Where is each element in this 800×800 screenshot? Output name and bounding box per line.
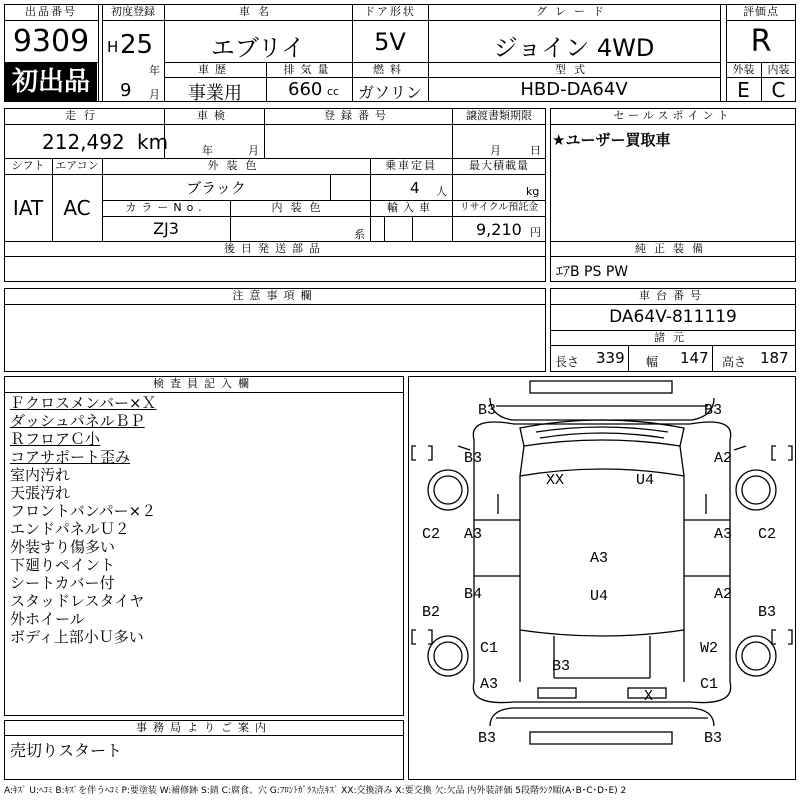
damage-mark: B3 [478, 402, 497, 419]
legend: A:ｷｽﾞ U:ﾍｺﾐ B:ｷｽﾞを伴うﾍｺﾐ P:要塗装 W:補修跡 S:錆 C:腐食、穴 G:ﾌﾛﾝﾄｶﾞﾗｽ点ｷｽﾞ XX:交換済み X:要交換 欠:欠品 内外装評価 5段階ﾗﾝｸ順(A･B･C･D･E) 2 [4, 786, 627, 796]
damage-mark: A3 [464, 526, 483, 543]
damage-mark: B3 [704, 402, 723, 419]
chassis-number: DA64V-811119 [609, 307, 737, 327]
exterior-rating: E [737, 78, 750, 102]
damage-mark: B2 [422, 604, 441, 621]
inspector-note-line: スタッドレスタイヤ [10, 592, 145, 610]
car-diagram [408, 376, 796, 780]
transfer-month-unit: 月 [490, 144, 501, 157]
damage-mark: W2 [700, 640, 719, 657]
interior-rating-header: 内装 [767, 63, 790, 76]
history-header: 車歴 [198, 63, 232, 76]
grade-header: グレード [536, 5, 612, 18]
capacity: 4 [410, 179, 420, 197]
length-value: 339 [596, 349, 625, 367]
interior-color-unit: 系 [354, 228, 365, 241]
registration-month-unit: 月 [149, 88, 160, 101]
inspector-note-line: ダッシュパネルＢＰ [10, 412, 145, 430]
damage-mark: U4 [636, 472, 655, 489]
length-label: 長さ [555, 355, 580, 369]
registration-era: H [107, 38, 119, 56]
damage-mark: XX [546, 472, 565, 489]
exterior-rating-header: 外装 [732, 63, 755, 76]
height-value: 187 [760, 349, 789, 367]
transfer-day-unit: 日 [530, 144, 541, 157]
shift-header: シフト [11, 159, 45, 172]
damage-mark: C2 [422, 526, 441, 543]
registration-year: 25 [120, 30, 154, 60]
max-load-header: 最大積載量 [469, 159, 529, 172]
width-label: 幅 [646, 355, 659, 369]
inspector-note-line: 外装すり傷多い [10, 538, 116, 556]
inspector-header: 検査員記入欄 [153, 377, 255, 390]
inspection-header: 車検 [197, 109, 231, 122]
recycle-deposit-unit: 円 [530, 226, 541, 239]
capacity-header: 乗車定員 [385, 159, 437, 172]
color-number-header: カラーNo. [125, 201, 207, 214]
genuine-equipment: ｴｱB PS PW [556, 264, 629, 280]
fuel: ガソリン [357, 83, 422, 102]
lot-number: 9309 [12, 24, 90, 59]
damage-mark: C2 [758, 526, 777, 543]
score-header: 評価点 [743, 5, 779, 18]
fuel-header: 燃料 [373, 63, 407, 76]
inspector-note-line: ボディ上部小Ｕ多い [10, 628, 144, 646]
inspector-note-line: 室内汚れ [10, 466, 71, 484]
later-parts-header: 後日発送部品 [224, 242, 326, 255]
height-label: 高さ [722, 355, 747, 369]
damage-mark: B3 [478, 730, 497, 747]
lot-number-header: 出品番号 [25, 5, 77, 18]
history: 事業用 [188, 83, 242, 104]
transfer-deadline-header: 譲渡書類期限 [466, 109, 532, 122]
inspection-year-unit: 年 [202, 144, 213, 157]
ac: AC [63, 196, 91, 220]
inspector-note-line: ＲフロアＣ小 [10, 430, 101, 448]
car-name-header: 車名 [239, 5, 277, 18]
first-listing-badge: 初出品 [5, 63, 97, 101]
damage-mark: B4 [464, 586, 483, 603]
inspector-note-line: エンドパネルＵ２ [10, 520, 130, 538]
inspector-notes [10, 394, 400, 646]
recycle-deposit-header: リサイクル預託金 [459, 202, 539, 213]
damage-mark: U4 [590, 588, 609, 605]
office-text: 売切りスタート [10, 741, 123, 760]
recycle-deposit: 9,210 [476, 220, 522, 239]
inspector-note-line: 外ホイール [10, 610, 85, 628]
exterior-color-header: 外装色 [207, 159, 265, 172]
inspector-note-line: 下廻りペイント [10, 556, 116, 574]
registration-month: 9 [120, 80, 132, 101]
sales-point-text: ★ユーザー買取車 [552, 131, 671, 149]
door-type: 5V [374, 28, 406, 56]
damage-mark: B3 [464, 450, 483, 467]
model-header: 型式 [555, 63, 593, 76]
office-header: 事務局よりご案内 [136, 721, 272, 734]
inspector-note-line: コアサポート歪み [10, 448, 131, 466]
shift: IAT [12, 196, 44, 220]
damage-mark: A3 [714, 526, 733, 543]
score: R [750, 24, 772, 59]
damage-mark: A3 [590, 550, 609, 567]
max-load-unit: kg [526, 185, 540, 198]
sales-point-header: セールスポイント [613, 109, 733, 122]
damage-mark: C1 [700, 676, 719, 693]
damage-mark: C1 [480, 640, 499, 657]
damage-mark: B3 [758, 604, 777, 621]
car-name: エブリイ [210, 34, 306, 62]
mileage-unit: km [137, 130, 169, 154]
displacement-header: 排気量 [283, 63, 335, 76]
mileage-header: 走行 [65, 109, 103, 122]
exterior-color: ブラック [186, 179, 246, 197]
plate-header: 登録番号 [324, 109, 392, 122]
capacity-unit: 人 [436, 185, 447, 198]
inspector-note-line: 天張汚れ [10, 484, 71, 502]
inspector-note-line: フロントバンパー×２ [10, 502, 157, 520]
inspector-note-line: Ｆクロスメンバー×Ｘ [10, 394, 157, 412]
damage-mark: A2 [714, 450, 733, 467]
damage-mark: A3 [480, 676, 499, 693]
inspection-month-unit: 月 [248, 144, 259, 157]
specs-header: 諸元 [654, 331, 692, 344]
width-value: 147 [680, 349, 709, 367]
chassis-number-header: 車台番号 [639, 289, 707, 302]
displacement: 660 [288, 79, 323, 100]
damage-mark: B3 [704, 730, 723, 747]
import-header: 輸入車 [387, 201, 435, 214]
grade: ジョイン 4WD [493, 34, 655, 62]
interior-color-header: 内装色 [271, 201, 329, 214]
genuine-equipment-header: 純正装備 [635, 242, 711, 255]
damage-mark: X [644, 688, 654, 705]
ac-header: エアコン [55, 159, 99, 172]
model: HBD-DA64V [520, 79, 628, 100]
notes-header: 注意事項欄 [232, 289, 318, 302]
damage-mark: B3 [552, 658, 571, 675]
mileage: 212,492 [42, 130, 125, 154]
color-number: ZJ3 [153, 219, 179, 238]
damage-mark: A2 [714, 586, 733, 603]
registration-year-unit: 年 [149, 64, 160, 77]
interior-rating: C [771, 78, 786, 102]
inspector-note-line: シートカバー付 [10, 574, 115, 592]
first-registration-header: 初度登録 [111, 5, 155, 18]
displacement-unit: cc [327, 85, 340, 98]
door-type-header: ドア形状 [364, 5, 416, 18]
